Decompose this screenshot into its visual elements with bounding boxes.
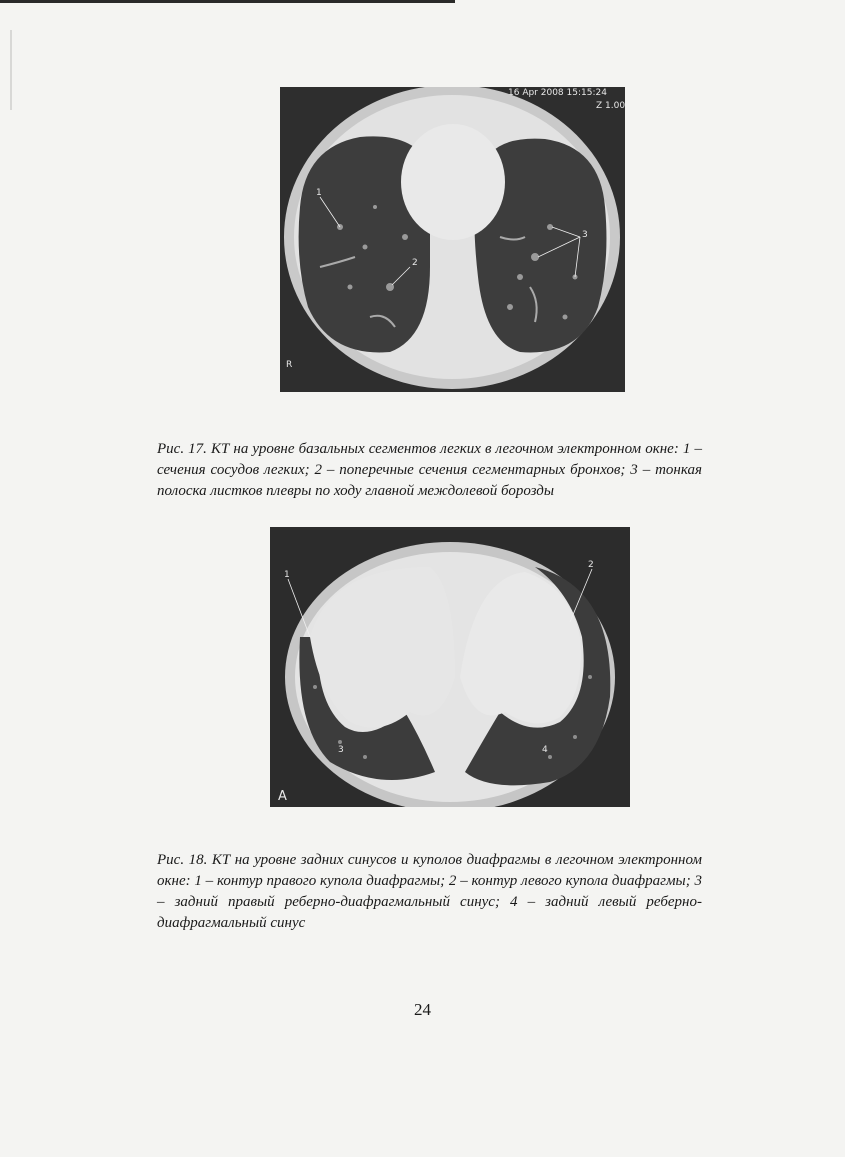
- overlay-zoom: Z 1.00: [596, 101, 625, 111]
- callout-3: 3: [582, 230, 588, 240]
- callout-1: 1: [284, 570, 290, 580]
- callout-4: 4: [542, 745, 548, 755]
- figure-17-ct-image: [280, 87, 625, 392]
- figure-18-caption-text: КТ на уровне задних синусов и куполов диафрагмы в легочном электронном окне: 1 – контур правого купола диафрагмы; 2 – контур левого купола диафрагмы; 3 – задний правый реберно-диафрагмальный синус; 4 – задний левый реберно-диафрагмальный синус: [157, 852, 702, 931]
- figure-17-caption: [157, 439, 702, 502]
- page-number: 24: [414, 1000, 431, 1019]
- callout-1: 1: [316, 188, 322, 198]
- overlay-letter: A: [278, 789, 287, 804]
- callout-2: 2: [588, 560, 594, 570]
- callout-3: 3: [338, 745, 344, 755]
- figure-17-caption-text: КТ на уровне базальных сегментов легких в легочном электронном окне: 1 – сечения сосудов легких; 2 – поперечные сечения сегментарных бронхов; 3 – тонкая полоска листков плевры по ходу главной междолевой борозды: [157, 441, 702, 499]
- figure-17-label: Рис. 17.: [157, 441, 207, 457]
- ct-scan-lungs-basal: [280, 87, 625, 392]
- figure-18-label: Рис. 18.: [157, 852, 208, 868]
- callout-2: 2: [412, 258, 418, 268]
- top-rule: [0, 0, 455, 3]
- ct-scan-diaphragm: [270, 527, 630, 807]
- overlay-orientation: R: [286, 360, 293, 370]
- figure-18-ct-image: [270, 527, 630, 807]
- figure-18-caption: [157, 850, 702, 934]
- overlay-date: 16 Apr 2008 15:15:24: [508, 88, 607, 98]
- scan-edge-artifact: [10, 30, 12, 110]
